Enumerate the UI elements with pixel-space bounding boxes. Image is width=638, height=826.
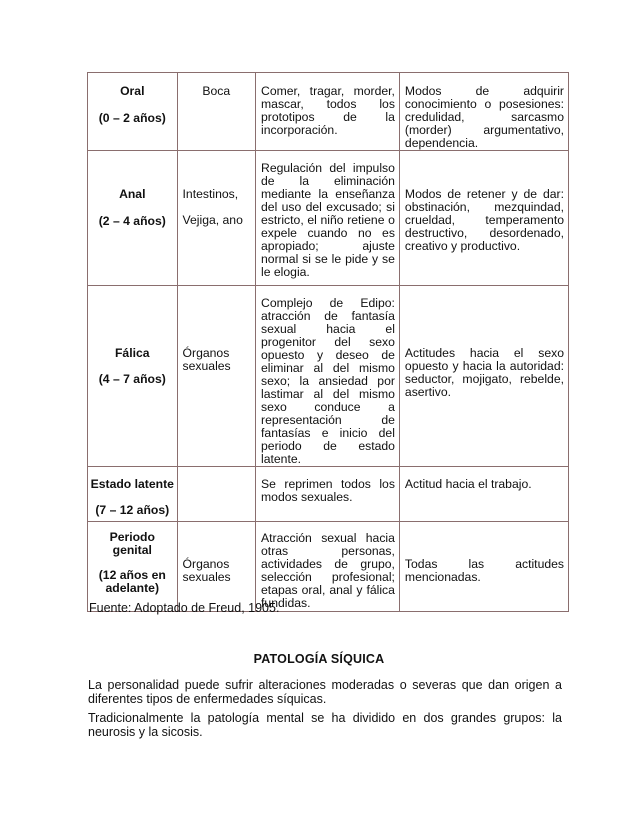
stage-cell: [88, 522, 178, 612]
modes-cell: [399, 286, 568, 467]
zone-cell: [177, 467, 255, 522]
stage-name: Oral: [120, 84, 145, 98]
description-cell: [256, 73, 400, 151]
modes-cell: [399, 73, 568, 151]
body-paragraph: La personalidad puede sufrir alteraciones moderadas o severas que dan origen a diferentes tipos de enfermedades síquicas.: [88, 678, 562, 706]
modes-cell: [399, 151, 568, 286]
modes-text: Actitud hacia el trabajo.: [404, 477, 532, 491]
description-text: Se reprimen todos los modos sexuales.: [261, 477, 395, 504]
table-row: [88, 73, 569, 151]
stage-name: Anal: [119, 187, 146, 201]
zone-text: Órganos sexuales: [182, 346, 231, 373]
description-cell: [256, 151, 400, 286]
zone-cell: [177, 286, 255, 467]
description-cell: [256, 467, 400, 522]
zone-text: Intestinos, Vejiga, ano: [182, 187, 243, 227]
stage-cell: [88, 286, 178, 467]
modes-text: Modos de retener y de dar: obstinación, mezquindad, crueldad, temperamento destructivo, desordenado, creativo y productivo.: [404, 187, 564, 253]
table-row: [88, 522, 569, 612]
stage-name: Fálica: [114, 346, 150, 360]
stage-cell: [88, 151, 178, 286]
description-cell: [256, 522, 400, 612]
modes-text: Modos de adquirir conocimiento o posesiones: credulidad, sarcasmo (morder) argumentativo, dependencia.: [404, 84, 564, 150]
zone-cell: [177, 522, 255, 612]
modes-cell: [399, 467, 568, 522]
description-text: Complejo de Edipo: atracción de fantasía sexual hacia el progenitor del sexo opuesto y deseo de eliminar al del mismo sexo; la ansiedad por lastimar al del mismo sexo conduce a representación de fantasías e inicio del periodo de estado latente.: [261, 296, 395, 466]
stage-age: (4 – 7 años): [98, 372, 166, 386]
stage-cell: [88, 467, 178, 522]
table-row: [88, 151, 569, 286]
stage-name: Periodo genital: [109, 530, 155, 557]
stage-age: (2 – 4 años): [98, 214, 166, 228]
body-paragraph: Tradicionalmente la patología mental se ha dividido en dos grandes grupos: la neurosis y la sicosis.: [88, 711, 562, 739]
stage-age: (12 años en adelante): [98, 568, 166, 595]
table-row: [88, 286, 569, 467]
stage-age: (7 – 12 años): [95, 503, 170, 517]
stage-cell: [88, 73, 178, 151]
psychosexual-stages-table: [87, 72, 569, 612]
stage-name: Estado latente: [90, 477, 174, 491]
modes-text: Todas las actitudes mencionadas.: [404, 557, 564, 584]
section-title: PATOLOGÍA SÍQUICA: [253, 652, 385, 666]
table-source-note: Fuente: Adoptado de Freud, 1905.: [89, 601, 280, 615]
zone-cell: [177, 73, 255, 151]
zone-text: Órganos sexuales: [182, 557, 231, 584]
table-row: [88, 467, 569, 522]
zone-text: Boca: [202, 84, 231, 98]
modes-text: Actitudes hacia el sexo opuesto y hacia la autoridad: seductor, mojigato, rebelde, asertivo.: [404, 346, 564, 399]
description-text: Regulación del impulso de la eliminación mediante la enseñanza del uso del excusado; si estricto, el niño retiene o expele cuando no es apropiado; ajuste normal si se le pide y se le elogia.: [261, 161, 395, 279]
description-text: Comer, tragar, morder, mascar, todos los prototipos de la incorporación.: [261, 84, 395, 137]
stage-age: (0 – 2 años): [98, 111, 166, 125]
description-text: Atracción sexual hacia otras personas, actividades de grupo, selección profesional; etapas oral, anal y fálica fundidas.: [261, 531, 395, 610]
zone-cell: [177, 151, 255, 286]
modes-cell: [399, 522, 568, 612]
description-cell: [256, 286, 400, 467]
